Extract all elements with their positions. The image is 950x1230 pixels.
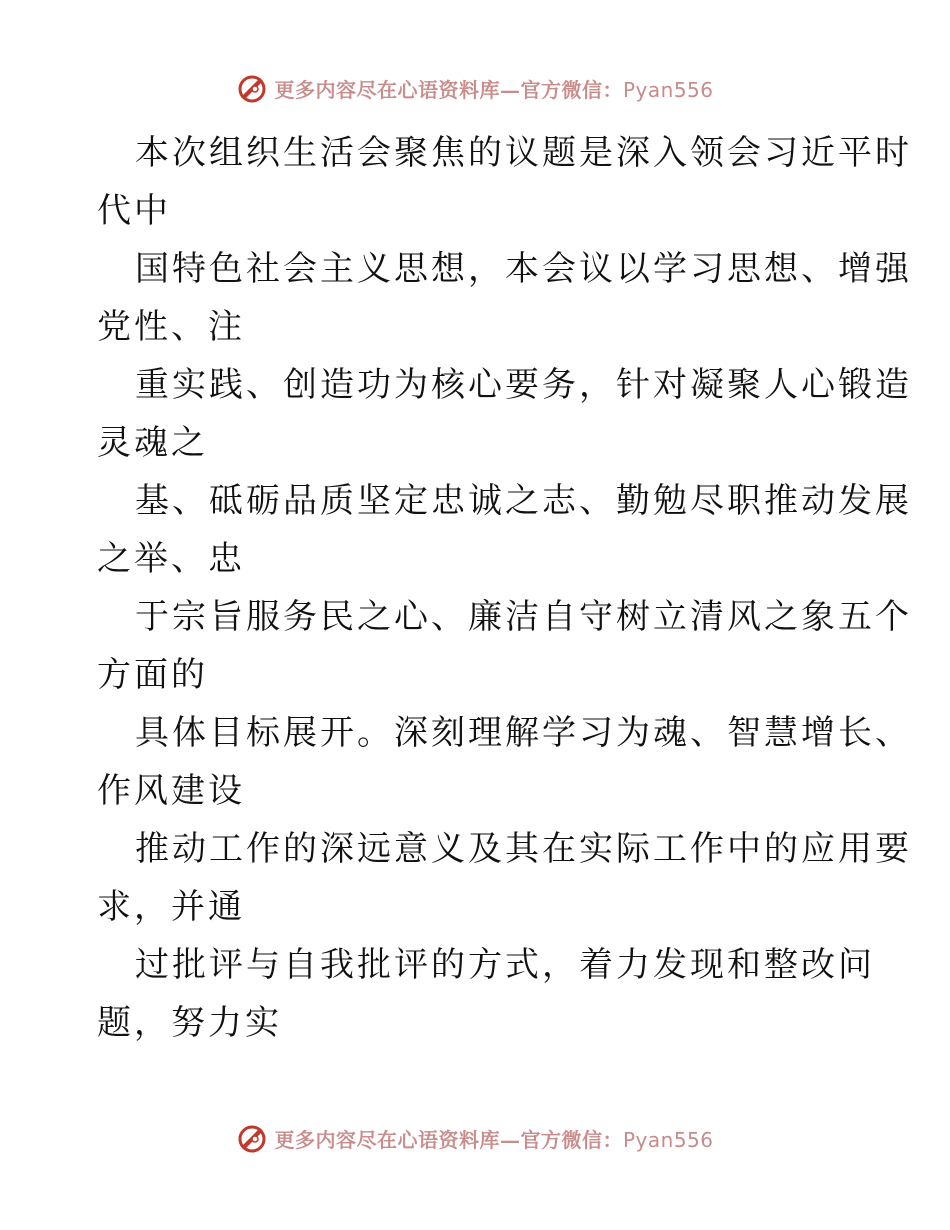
paragraph-line: 代中 [97, 191, 171, 231]
paragraph-line: 方面的 [97, 655, 208, 695]
paragraph-5 [97, 588, 912, 704]
paragraph-line: 求，并通 [97, 887, 245, 927]
paragraph-line: 党性、注 [97, 307, 245, 347]
paragraph-line: 具体目标展开。深刻理解学习为魂、智慧增长、 [135, 713, 912, 753]
paragraph-line: 于宗旨服务民之心、廉洁自守树立清风之象五个 [135, 597, 912, 637]
paragraph-line: 基、砥砺品质坚定忠诚之志、勤勉尽职推动发展 [135, 481, 912, 521]
paragraph-line: 重实践、创造功为核心要务，针对凝聚人心锻造 [135, 365, 912, 405]
paragraph-line: 灵魂之 [97, 423, 208, 463]
watermark-text: 更多内容尽在心语资料库—官方微信：Pyan556 [274, 77, 714, 102]
paragraph-line: 国特色社会主义思想，本会议以学习思想、增强 [135, 249, 912, 289]
paragraph-line: 本次组织生活会聚焦的议题是深入领会习近平时 [135, 133, 912, 173]
watermark-text: 更多内容尽在心语资料库—官方微信：Pyan556 [274, 1127, 714, 1152]
paragraph-7 [97, 820, 912, 936]
paragraph-2 [97, 240, 912, 356]
paragraph-4 [97, 472, 912, 588]
paragraph-line: 推动工作的深远意义及其在实际工作中的应用要 [135, 829, 912, 869]
paragraph-8 [97, 936, 875, 1052]
paragraph-line: 题，努力实 [97, 1003, 282, 1043]
paragraph-line: 过批评与自我批评的方式，着力发现和整改问 [135, 945, 875, 985]
header-watermark [0, 72, 950, 104]
paragraph-1 [97, 124, 912, 240]
quill-logo-icon [236, 72, 268, 104]
paragraph-3 [97, 356, 912, 472]
footer-watermark [0, 1122, 950, 1154]
quill-logo-icon [236, 1122, 268, 1154]
document-body [97, 124, 912, 1052]
paragraph-6 [97, 704, 912, 820]
paragraph-line: 之举、忠 [97, 539, 245, 579]
paragraph-line: 作风建设 [97, 771, 245, 811]
